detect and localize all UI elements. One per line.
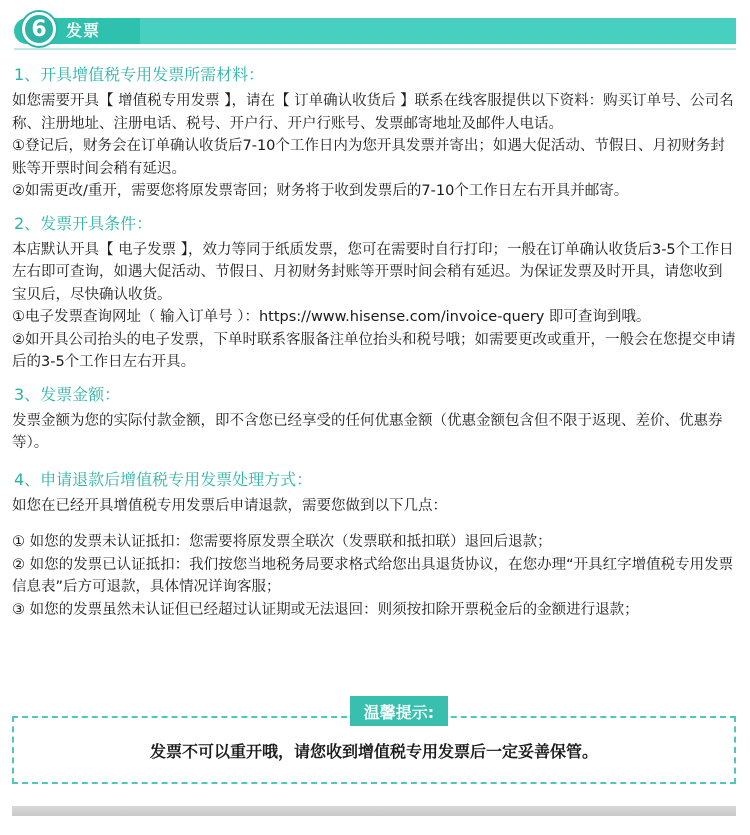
section-1-title: 1、开具增值税专用发票所需材料：: [14, 65, 265, 84]
section-3-paragraph: 发票金额为您的实际付款金额，即不含您已经享受的任何优惠金额（优惠金额包含但不限于返现、差价、优惠券等）。: [12, 412, 723, 451]
section-1-paragraph: ①登记后，财务会在订单确认收货后7-10个工作日内为您开具发票并寄出；如遇大促活动、节假日、月初财务封账等开票时间会稍有延迟。: [12, 138, 725, 177]
section-2-paragraph: ②如开具公司抬头的电子发票，下单时联系客服备注单位抬头和税号哦；如需要更改或重开，一般会在您提交申请后的3-5个工作日左右开具。: [12, 331, 736, 370]
invoice-info-content: [12, 64, 736, 621]
section-3-title: 3、发票金额：: [14, 384, 121, 404]
section-4-list-item: ① 如您的发票未认证抵扣：您需要将原发票全联次（发票联和抵扣联）退回后退款；: [12, 534, 552, 550]
section-header: [0, 0, 750, 50]
footer-divider: [12, 806, 736, 816]
tip-label: 温馨提示:: [350, 696, 448, 726]
section-4-paragraph: 如您在已经开具增值税专用发票后申请退款，需要您做到以下几点：: [12, 497, 447, 514]
header-divider: [14, 48, 736, 50]
section-2-title: 2、发票开具条件：: [14, 213, 153, 233]
section-2-paragraph: 本店默认开具【 电子发票 】，效力等同于纸质发票，您可在需要时自行打印；一般在订单确认收货后3-5个工作日左右即可查询，如遇大促活动、节假日、月初财务封账等开票时间会稍有延迟。为保证发票及时开具，请您收到宝贝后，尽快确认收货。: [12, 241, 734, 303]
section-number-badge: 6: [22, 12, 56, 46]
section-4-list-item: ② 如您的发票已认证抵扣：我们按您当地税务局要求格式给您出具退货协议，在您办理“开具红字增值税专用发票信息表”后方可退款，具体情况详询客服；: [12, 556, 734, 595]
section-title: 发票: [66, 21, 101, 40]
section-1-paragraph: ②如需更改/重开，需要您将原发票寄回；财务将于收到发票后的7-10个工作日左右开具并邮寄。: [12, 183, 629, 199]
section-2-paragraph: ①电子发票查询网址（ 输入订单号 ）：https://www.hisense.com/invoice-query 即可查询到哦。: [12, 309, 651, 325]
section-1-paragraph: 如您需要开具【 增值税专用发票 】，请在【 订单确认收货后 】联系在线客服提供以下资料：购买订单号、公司名称、注册地址、注册电话、税号、开户行、开户行账号、发票邮寄地址及邮件人电话。: [12, 93, 734, 132]
section-4-title: 4、申请退款后增值税专用发票处理方式：: [14, 469, 313, 489]
header-band-light: [140, 18, 736, 44]
tip-text: 发票不可以重开哦，请您收到增值税专用发票后一定妥善保管。: [149, 742, 598, 761]
section-4-list-item: ③ 如您的发票虽然未认证但已经超过认证期或无法退回：则须按扣除开票税金后的金额进行退款；: [12, 601, 639, 618]
